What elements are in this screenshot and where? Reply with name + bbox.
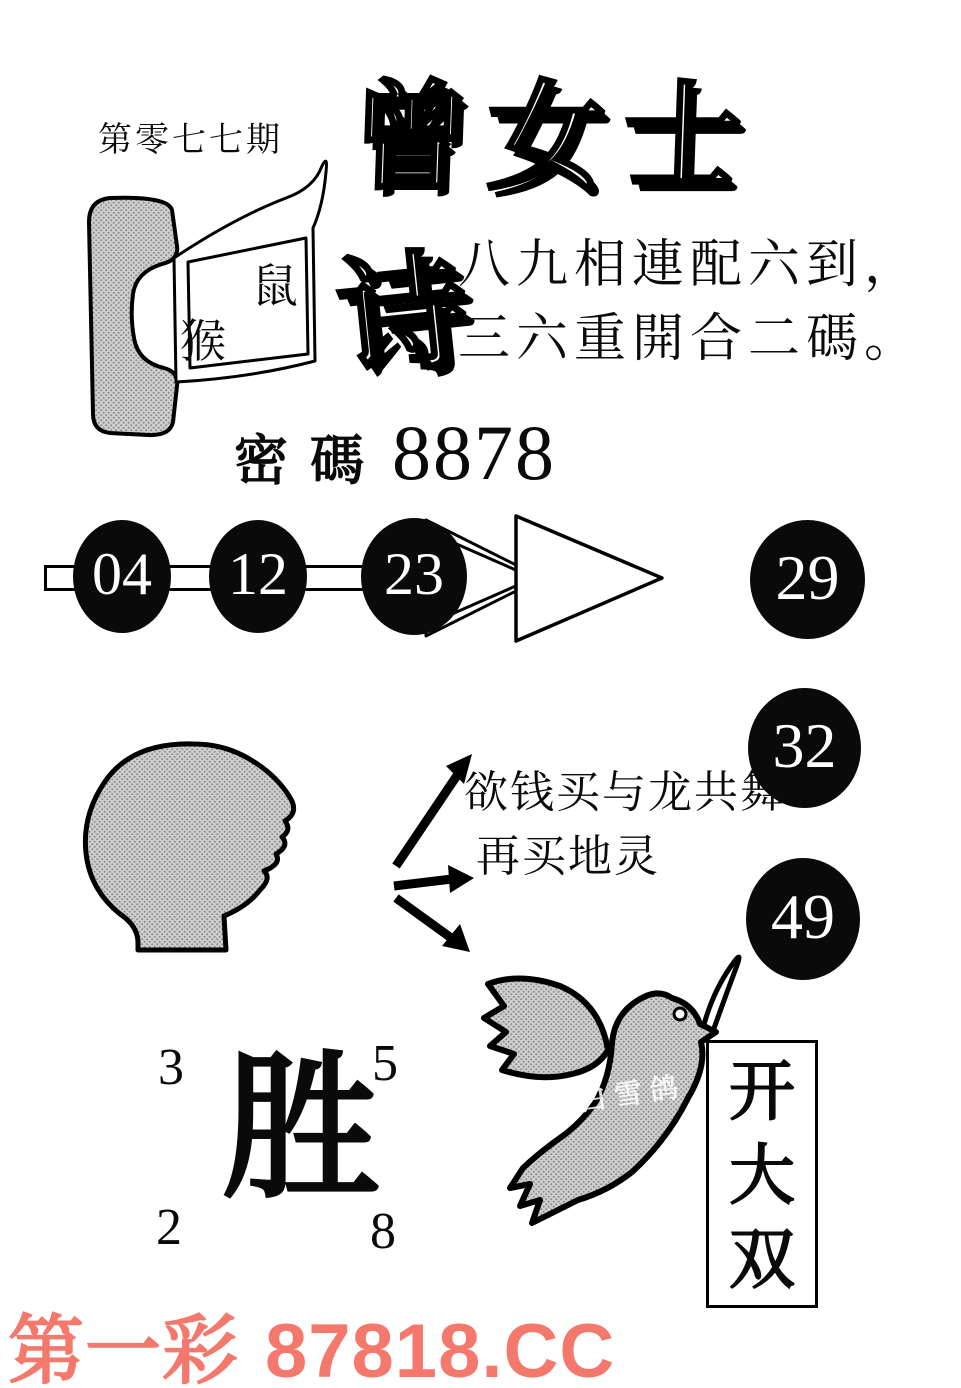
- corner-number-top-right: 5: [372, 1035, 398, 1092]
- chain-number: 04: [92, 541, 152, 607]
- speech-line-1: 欲钱买与龙共舞: [464, 768, 786, 817]
- side-number: 49: [771, 881, 835, 952]
- number-circle-12: [209, 520, 307, 633]
- number-circle-04: [73, 520, 171, 633]
- password-row: [234, 408, 556, 498]
- corner-number-top-left: 3: [158, 1039, 184, 1096]
- password-label: 密碼: [234, 431, 386, 491]
- win-character: 胜: [222, 1043, 380, 1218]
- zodiac-monkey: 猴: [180, 316, 226, 367]
- issue-label: 第零七七期: [98, 122, 283, 159]
- poem-line-2: 三六重開合二碼。: [458, 311, 923, 368]
- side-number: 29: [775, 541, 840, 613]
- zodiac-rat: 鼠: [252, 261, 298, 312]
- chain-number: 12: [228, 541, 288, 607]
- corner-number-bottom-left: 2: [156, 1199, 182, 1256]
- verdict-text: 开大双: [729, 1056, 795, 1297]
- poem-line-1: 八九相連配六到，: [458, 237, 923, 294]
- side-number: 32: [772, 710, 837, 781]
- page-title: 曾女士: [349, 73, 762, 204]
- footer-banner: [8, 1290, 615, 1388]
- password-value: 8878: [392, 409, 556, 496]
- footer-brand: 第一彩: [8, 1309, 239, 1388]
- dove-label: 白雪鸽: [576, 1071, 688, 1118]
- chain-number: 23: [384, 541, 444, 607]
- poem-char: 诗: [332, 238, 475, 394]
- corner-number-bottom-right: 8: [370, 1203, 396, 1260]
- side-circle-49: [746, 858, 860, 980]
- footer-site: 87818.CC: [265, 1309, 616, 1388]
- number-circle-23: [361, 518, 467, 635]
- head-profile-icon: [76, 738, 321, 953]
- side-circle-29: [750, 520, 865, 639]
- speech-line-2: 再买地灵: [476, 832, 660, 881]
